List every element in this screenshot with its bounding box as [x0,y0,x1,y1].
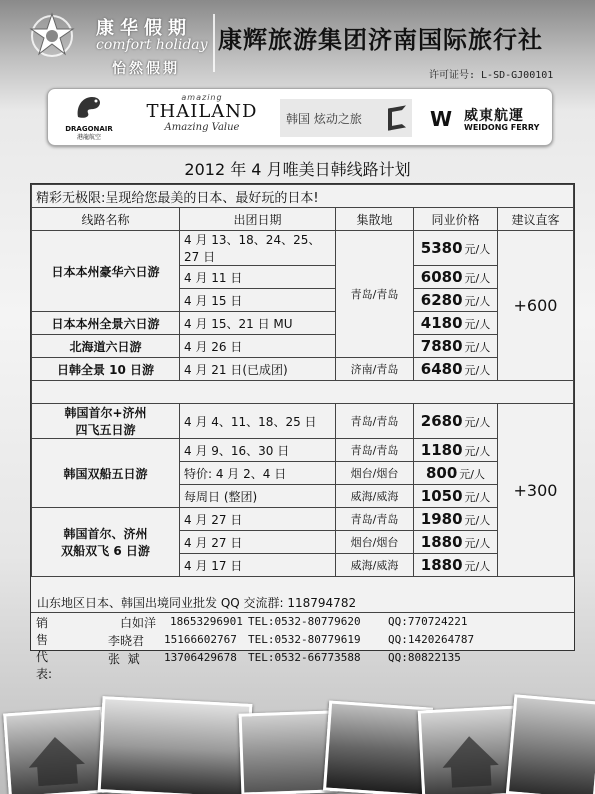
photo-collage [0,690,595,794]
contact-name: 张 斌 [108,652,140,666]
table-row [32,404,574,439]
departure-date: 4 月 11 日 [180,266,336,289]
table-row [32,508,574,531]
price-unit: 元/人 [459,468,486,481]
header-divider [213,14,215,72]
price-cell [414,358,498,381]
contact-name: 白如洋 [120,616,157,630]
routes-table [31,184,574,577]
dragon-icon [72,93,106,121]
price-cell [414,289,498,312]
table-intro-row [32,185,574,208]
departure-place: 青岛/青岛 [336,404,414,439]
coast-photo [98,696,253,794]
departure-place: 威海/威海 [336,554,414,577]
price-unit: 元/人 [464,243,491,256]
price-value: 4180 [420,314,463,332]
contact-qq: QQ:1420264787 [388,633,475,646]
contact-tel: TEL:0532-66773588 [248,651,361,664]
contact-mobile: 15166602767 [164,633,237,646]
table-row [32,439,574,462]
thailand-logo: amazing THAILAND Amazing Value [146,93,258,133]
departure-date: 4 月 13、18、24、25、27 日 [180,231,336,266]
recommend-markup: +600 [498,231,574,381]
price-unit: 元/人 [464,364,491,377]
price-value: 800 [425,464,458,482]
departure-date: 4 月 9、16、30 日 [180,439,336,462]
price-cell [414,335,498,358]
price-unit: 元/人 [464,416,491,429]
contacts-label: 销售代表: [36,616,53,681]
route-name: 日本本州全景六日游 [32,312,180,335]
sponsor-strip [47,88,553,146]
plan-title: 2012 年 4 月唯美日韩线路计划 [184,160,411,179]
price-unit: 元/人 [464,341,491,354]
table-row [32,358,574,381]
departure-date: 4 月 15、21 日 MU [180,312,336,335]
price-value: 7880 [420,337,463,355]
route-name: 日韩全景 10 日游 [32,358,180,381]
price-cell [414,266,498,289]
table-intro: 精彩无极限:呈现给您最美的日本、最好玩的日本! [32,185,574,208]
price-cell [414,312,498,335]
price-value: 1180 [420,441,463,459]
header-route: 线路名称 [32,208,180,231]
route-name: 韩国首尔、济州 双船双飞 6 日游 [32,508,180,577]
table-row [32,335,574,358]
weidong-ferry-logo: W 威東航運 WEIDONG FERRY [430,107,540,132]
header-date: 出团日期 [180,208,336,231]
departure-place: 青岛/青岛 [336,231,414,358]
star-logo-icon [26,10,78,62]
price-cell [414,439,498,462]
contact-mobile: 13706429678 [164,651,237,664]
contact-qq: QQ:770724221 [388,615,468,628]
weidong-mark-icon: W [430,107,453,131]
departure-date: 4 月 27 日 [180,508,336,531]
price-unit: 元/人 [464,491,491,504]
price-unit: 元/人 [464,514,491,527]
price-unit: 元/人 [464,318,491,331]
contact-tel: TEL:0532-80779620 [248,615,361,628]
contact-qq: QQ:80822135 [388,651,461,664]
route-name: 日本本州豪华六日游 [32,231,180,312]
price-unit: 元/人 [464,295,491,308]
route-name: 韩国双船五日游 [32,439,180,508]
price-value: 1880 [420,556,463,574]
departure-date: 每周日 (整团) [180,485,336,508]
departure-date: 4 月 21 日(已成团) [180,358,336,381]
dragonair-logo: DRAGONAIR 港龍航空 [60,93,118,145]
contact-tel: TEL:0532-80779619 [248,633,361,646]
price-value: 2680 [420,412,463,430]
departure-place: 青岛/青岛 [336,439,414,462]
temple-photo [3,707,109,794]
price-unit: 元/人 [464,560,491,573]
route-name: 北海道六日游 [32,335,180,358]
header-place: 集散地 [336,208,414,231]
departure-date: 4 月 26 日 [180,335,336,358]
departure-place: 济南/青岛 [336,358,414,381]
price-cell [414,485,498,508]
departure-place: 烟台/烟台 [336,531,414,554]
price-unit: 元/人 [464,272,491,285]
price-cell [414,404,498,439]
price-value: 6080 [420,268,463,286]
price-value: 1980 [420,510,463,528]
brand-name-en: comfort holiday [96,37,208,53]
brand-subtitle: 怡然假期 [112,61,180,77]
price-cell [414,554,498,577]
departure-date: 4 月 27 日 [180,531,336,554]
ferry-photo [323,700,433,794]
table-row [32,312,574,335]
recommend-markup: +300 [498,404,574,577]
license-number: 许可证号: L-SD-GJ00101 [429,70,554,81]
price-value: 6280 [420,291,463,309]
cliff-photo [506,694,595,794]
price-cell [414,531,498,554]
price-cell [414,462,498,485]
contact-name: 李晓君 [108,634,145,648]
price-unit: 元/人 [464,537,491,550]
price-value: 6480 [420,360,463,378]
routes-panel [30,183,575,651]
departure-place: 烟台/烟台 [336,462,414,485]
brand-name-cn: 康华假期 [96,18,192,39]
departure-date: 4 月 4、11、18、25 日 [180,404,336,439]
company-name: 康辉旅游集团济南国际旅行社 [218,26,543,54]
price-cell [414,508,498,531]
price-value: 1050 [420,487,463,505]
header-price: 同业价格 [414,208,498,231]
price-cell [414,231,498,266]
korea-tourism-logo: 韩国 炫动之旅 [280,99,412,137]
table-gap [32,381,574,404]
departure-date: 4 月 17 日 [180,554,336,577]
korea-mark-icon [388,105,406,130]
qq-group-note: 山东地区日本、韩国出境同业批发 QQ 交流群: 118794782 [37,596,357,610]
price-value: 1880 [420,533,463,551]
table-row [32,231,574,266]
price-unit: 元/人 [464,445,491,458]
contact-mobile: 18653296901 [170,615,243,628]
footnote-divider [31,612,574,613]
departure-date: 4 月 15 日 [180,289,336,312]
price-value: 5380 [420,239,463,257]
table-header-row [32,208,574,231]
departure-place: 威海/威海 [336,485,414,508]
departure-date: 特价: 4 月 2、4 日 [180,462,336,485]
header-recommend: 建议直客 [498,208,574,231]
departure-place: 青岛/青岛 [336,508,414,531]
route-name: 韩国首尔+济州 四飞五日游 [32,404,180,439]
